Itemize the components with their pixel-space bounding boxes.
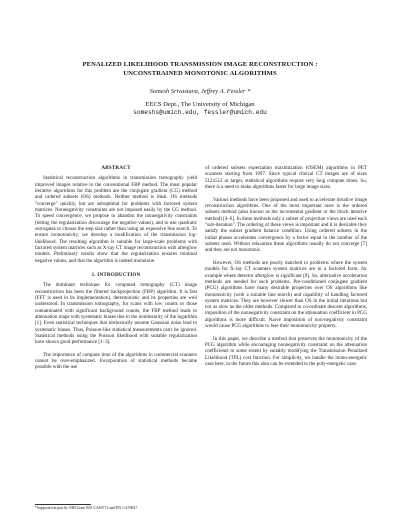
paper-title (20, 60, 380, 78)
author-emails: someshs@umich.edu, fessler@umich.edu (133, 109, 267, 117)
right-column (205, 165, 367, 374)
title-line-2: UNCONSTRAINED MONOTONIC ALGORITHMS (123, 70, 277, 77)
abstract-text: Statistical reconstruction algorithms in transmission tomography yield improved images relative to the conventional FBP method. The most popular iterative algorithms for this problem are the conjugate gradient (CG) method and ordered subsets (OS) methods. Neither method is ideal. OS methods "converge" quickly, but are suboptimal for problems with factored system matrices. Nonnegativity constraints are not imposed easily by the CG method. To speed convergence, we propose to abandon the nonnegativity constraints (letting the regularization discourage the negative values), and to use quadratic surrogates to choose the step size rather than using an expensive line search. To ensure monotonicity, we develop a modification of the transmission log-likelihood. The resulting algorithm is suitable for large-scale problems with factored system matrices such as X-ray CT image reconstruction with afterglow models. Preliminary results show that the regularization ensures minimal negative values, and that the algorithm is indeed monotone. (35, 175, 197, 264)
abstract-heading: ABSTRACT (101, 165, 131, 171)
author-list: Somesh Srivastava, Jeffrey A. Fessler * (149, 88, 251, 95)
right-paragraph-2: Various methods have been proposed and used to accelerate iterative image reconstruction algorithms. One of the most important ones is the ordered subsets method (also known as the incremental gradient or the block iterative method) [4–6]. In these methods only a subset of projection views are used each "sub-iteration". The ordering of these views is important and it is desirable they satisfy the subset gradient balance condition. Using ordered subsets in the initial phases accelerates convergence by a factor equal to the number of the subsets used. Without relaxation these algorithms usually do not converge [7] and they are not monotonic. (205, 196, 368, 254)
right-paragraph-3: However, OS methods are poorly matched to problems where the system models for X-ray CT scanners system matrices are in a factored form, for example where detector afterglow is significant [8]. So, alternative acceleration methods are needed for such problems. Pre-conditioned conjugate gradient (PCG) algorithms have many desirable properties over OS algorithms like monotonicity (with a suitable line search) and capability of handling factored system matrices. They are however slower than OS in the initial iterations but not as slow as the older methods. Compared to co-ordinate descent algorithms, imposition of the nonnegativity constraint on the attenuation coefficient in PCG algorithms is more difficult. Naive imposition of non-negativity constraint would cause PCG algorithms to lose their monotonicity property. (205, 259, 367, 330)
intro-paragraph-2: The importance of compute time of the algorithms in commercial scanners cannot be over-emphasized. Incorporation of statistical methods became possible with the use (35, 351, 197, 371)
intro-paragraph-1: The dominant technique for computed tomography (CT) image reconstruction has been the filtered backprojection (FBP) algorithm. It is fast (FFT is used in its implementation), deterministic and its properties are well understood. In transmission tomography, for scans with low counts or those contaminated with significant background counts, the FBP method leads to attenuation maps with systematic biases due to the nonlinearity of the logarithm [1]. Even statistical techniques that intrinsically assume Gaussian noise lead to systematic biases. Thus, Poisson-like statistical measurements can't be ignored. Statistical methods using the Poisson likelihood with suitable regularization have shown good performance [1–3]. (35, 282, 197, 346)
affiliation (20, 101, 380, 118)
footnote-divider (35, 504, 91, 505)
right-paragraph-1: of ordered subsets expectation maximization (OSEM) algorithms in PET scanners starting from 1997. Since typical clinical CT images are of sizes 512x512 or larger, statistical algorithms require very long compute times. So, there is a need to make algorithms faster for large image sizes. (205, 165, 367, 190)
affiliation-line: EECS Dept., The University of Michigan (145, 101, 255, 108)
title-line-1: PENALIZED LIKELIHOOD TRANSMISSION IMAGE RECONSTRUCTION : (82, 61, 318, 68)
introduction-heading: 1. INTRODUCTION (91, 271, 141, 278)
left-column (35, 165, 197, 377)
footnote: *Supported in part by NIH Grant R01 CA60711 and P01 CA59827. (35, 506, 139, 510)
right-paragraph-4: In this paper, we describe a method that preserves the monotonicity of the PCG algorithm while encouraging nonnegativity constraint on the attenuation coefficients to some extent by suitably modifying the Transmission Penalized Likelihood (TPL) cost function. For simplicity, we handle the mono-energetic case here, in the future this idea can be extended to the poly-energetic case. (205, 335, 367, 368)
